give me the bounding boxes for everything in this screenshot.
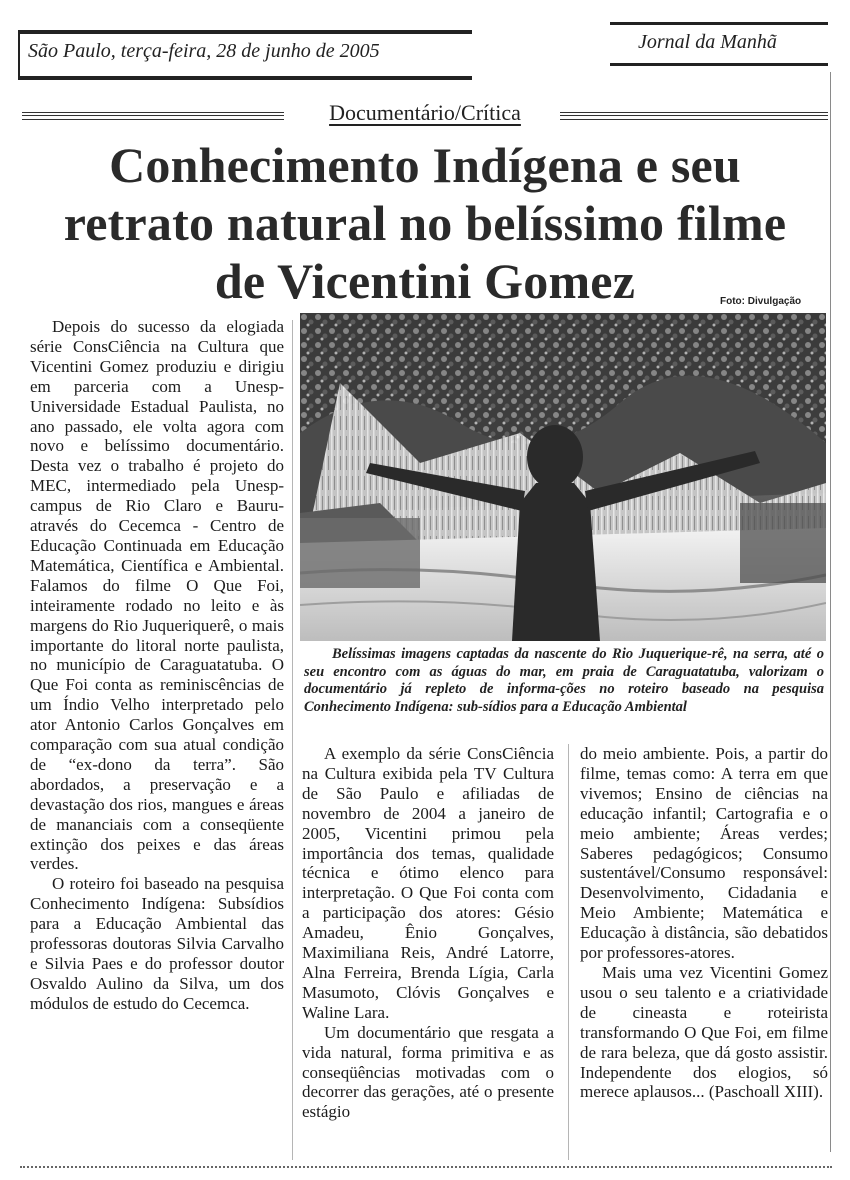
article-column-1: [30, 317, 284, 1014]
section-label: Documentário/Crítica: [323, 100, 527, 125]
article-column-3: [580, 744, 828, 1102]
photo-credit: Foto: Divulgação: [720, 296, 802, 307]
column-rule-1: [292, 320, 293, 1160]
bottom-rule: [20, 1166, 832, 1168]
paragraph: Um documentário que resgata a vida natural, forma primitiva e as conseqüências motivadas com o decorrer das gerações, até o presente estágio: [302, 1022, 554, 1122]
photo-caption: Belíssimas imagens captadas da nascente do Rio Juquerique-rê, na serra, até o seu encontro com as águas do mar, em praia de Caraguatatuba, valorizam o documentário já repleto de informa-ções no roteiro baseado na pesquisa Conhecimento Indígena: sub-sídios para a Educação Ambiental: [304, 646, 824, 715]
waterfall-photo-illustration: [300, 313, 826, 641]
dateline-box: [18, 30, 472, 80]
paragraph: Mais uma vez Vicentini Gomez usou o seu talento e a criatividade de cineasta e roteirista transformando O Que Foi, em filme de rara beleza, que dá gosto assistir. Independente dos elogios, só merece aplausos... (Paschoall XIII).: [580, 962, 828, 1102]
column-rule-2: [568, 744, 569, 1160]
dateline: São Paulo, terça-feira, 28 de junho de 2005: [28, 40, 380, 62]
article-column-2: [302, 744, 554, 1122]
newspaper-name-box: [610, 22, 828, 66]
paragraph: do meio ambiente. Pois, a partir do filme, temas como: A terra em que vivemos; Ensino de ciências na educação infantil; Cartografia e o meio ambiente; Áreas verdes; Saberes pedagógicos; Consumo sustentável/Consumo responsável: Desenvolvimento, Cidadania e Meio Ambiente; Matemática e Educação à distância, são debatidos por professores-atores.: [580, 744, 828, 963]
newspaper-name: Jornal da Manhã: [638, 31, 777, 53]
paragraph: Depois do sucesso da elogiada série ConsCiência na Cultura que Vicentini Gomez produziu e dirigiu em parceria com a Unesp- Universidade Estadual Paulista, no ano passado, ele volta agora com novo e belíssimo documentário. Desta vez o trabalho é projeto do MEC, intermediado pela Unesp- campus de Rio Claro e Bauru- através do Cecemca - Centro de Educação Continuada em Educação Matemática, Científica e Ambiental. Falamos do filme O Que Foi, inteiramente rodado no leito e às margens do Rio Juqueriquerê, o mais importante do litoral norte paulista, no município de Caraguatatuba. O Que Foi conta as reminiscências de um Índio Velho interpretado pelo ator Antonio Carlos Gonçalves em comparação com sua atual condição de “ex-dono da terra”. São abordados, a preservação e a devastação dos rios, mangues e áreas de mananciais com a conseqüente extinção dos peixes e das áreas verdes.: [30, 317, 284, 874]
paragraph: O roteiro foi baseado na pesquisa Conhecimento Indígena: Subsídios para a Educação Ambiental das professoras doutoras Silvia Carvalho e Silvia Paes e do professor doutor Osvaldo Aulino da Silva, um dos módulos de estudo do Cecemca.: [30, 874, 284, 1013]
section-kicker: [0, 100, 850, 126]
article-photo: [300, 313, 826, 641]
paragraph: A exemplo da série ConsCiência na Cultura exibida pela TV Cultura de São Paulo e afiliadas de novembro de 2004 a janeiro de 2005, Vicentini primou pela importância dos temas, qualidade técnica e ótimo elenco para interpretação. O Que Foi conta com a participação dos atores: Gésio Amadeu, Ênio Gonçalves, Maximiliana Reis, André Latorre, Alna Ferreira, Brenda Lígia, Carla Masumoto, Clóvis Gonçalves e Waline Lara.: [302, 744, 554, 1022]
right-margin-rule: [830, 72, 831, 1152]
headline: Conhecimento Indígena e seu retrato natural no belíssimo filme de Vicentini Gomez: [63, 137, 787, 309]
